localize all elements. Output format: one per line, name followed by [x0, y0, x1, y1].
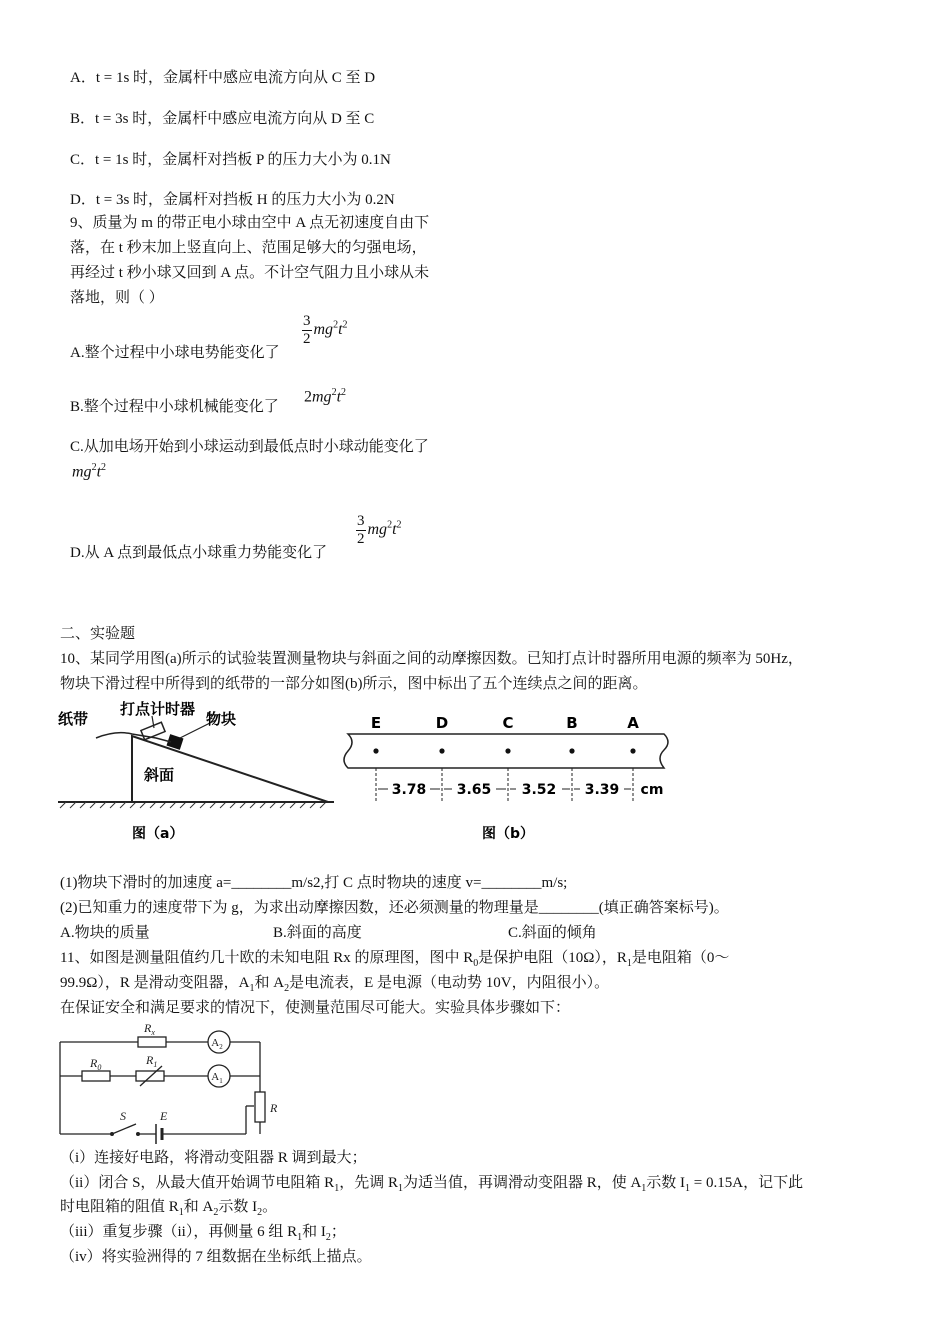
q9-option-c-text: C.从加电场开始到小球运动到最低点时小球动能变化了 [70, 439, 429, 455]
label-a2: $A_2$ [211, 1037, 223, 1051]
label-a1: $A_1$ [211, 1071, 223, 1085]
tape-dot-e [373, 748, 378, 753]
subscript: 1 [297, 1232, 303, 1243]
q11-text: 示数 I [218, 1199, 258, 1215]
point-label-b: B [566, 714, 578, 732]
q11-step-1: （i）连接好电路，将滑动变阻器 R 调到最大； [60, 1150, 367, 1166]
q8-option-c: C．t = 1s 时，金属杆对挡板 P 的压力大小为 0.1N [70, 152, 391, 168]
q9-option-d-formula [356, 513, 402, 548]
fraction [302, 313, 312, 348]
q8-option-b: B．t = 3s 时，金属杆中感应电流方向从 D 至 C [70, 111, 375, 127]
q11-step-2-line-2 [60, 1197, 277, 1223]
expression-mg2t2 [314, 321, 348, 338]
tape-dot-d [439, 748, 444, 753]
label-r: R [270, 1101, 278, 1115]
q9-stem-line-1: 9、质量为 m 的带正电小球由空中 A 点无初速度自由下 [70, 215, 430, 231]
q10-sub-2: (2)已知重力的速度带下为 g，为求出动摩擦因数，还必须测量的物理量是________(填正确答案标号)。 [60, 900, 729, 916]
subscript: 0 [473, 958, 479, 969]
subscript: 1 [641, 1183, 647, 1194]
expr-t: t [96, 463, 102, 481]
fraction [356, 513, 366, 548]
subscript: 1 [178, 1207, 184, 1218]
expr-t: t [392, 520, 397, 538]
switch-s [112, 1124, 136, 1134]
q9-option-b-formula [304, 387, 346, 406]
expr-t: t [336, 388, 342, 406]
subscript: 1 [626, 958, 632, 969]
point-label-d: D [435, 714, 449, 732]
expr-coef-2: 2 [304, 388, 312, 406]
q8-option-a: A．t = 1s 时，金属杆中感应电流方向从 C 至 D [70, 70, 376, 86]
q11-step-3 [60, 1222, 346, 1248]
q11-text: （iii）重复步骤（ii），再侧量 6 组 R [60, 1224, 298, 1240]
q9-option-b-text: B.整个过程中小球机械能变化了 [70, 399, 279, 415]
distance-ba: 3.39 [584, 782, 620, 798]
switch-pivot [110, 1132, 114, 1136]
q9-option-d-text: D.从 A 点到最低点小球重力势能变化了 [70, 545, 328, 561]
q10-option-c: C.斜面的倾角 [508, 925, 597, 941]
q11-text: 和 A [254, 975, 285, 991]
subscript: 2 [257, 1207, 263, 1218]
q10-sub-1: (1)物块下滑时的加速度 a=________m/s2,打 C 点时物块的速度 v=________m/s; [60, 875, 568, 891]
q8-option-d: D．t = 3s 时，金属杆对挡板 H 的压力大小为 0.2N [70, 192, 395, 208]
label-r0: $R_0$ [90, 1056, 102, 1072]
q9-stem-line-3: 再经过 t 秒小球又回到 A 点。不计空气阻力且小球从未 [70, 265, 430, 281]
figure-b-caption: 图（b） [481, 826, 535, 842]
q9-stem-line-2: 落，在 t 秒末加上竖直向上、范围足够大的匀强电场， [70, 240, 427, 256]
expr-exp-t: 2 [341, 387, 347, 398]
switch-contact [136, 1132, 140, 1136]
section-title: 二、实验题 [60, 626, 136, 642]
point-label-e: E [370, 714, 382, 732]
q11-step-4: （iv）将实验洲得的 7 组数据在坐标纸上描点。 [60, 1249, 372, 1265]
q11-text: 和 I [302, 1224, 326, 1240]
label-rx: $R_x$ [144, 1021, 155, 1037]
q10-line-2: 物块下滑过程中所得到的纸带的一部分如图(b)所示，图中标出了五个连续点之间的距离。 [60, 676, 648, 692]
figure-a-incline [56, 698, 338, 848]
subscript: 1 [249, 983, 255, 994]
figure-b-tape [340, 706, 680, 846]
q11-line-1 [60, 948, 729, 974]
point-label-c: C [502, 714, 514, 732]
q11-text: （ii）闭合 S，从最大值开始调节电阻箱 R [60, 1175, 335, 1191]
fraction-denominator: 2 [357, 531, 365, 547]
resistor-box-r1 [136, 1071, 164, 1081]
q9-stem-line-4: 落地，则（ ） [70, 290, 164, 306]
q11-text: ，先调 R [339, 1175, 398, 1191]
q11-text: 是电流表，E 是电源（电动势 10V，内阻很小）。 [289, 975, 610, 991]
q11-text: 11、如图是测量阻值约几十欧的未知电阻 Rx 的原理图，图中 R [60, 950, 474, 966]
rheostat-r [255, 1092, 265, 1122]
expr-exp-g: 2 [387, 519, 393, 531]
q10-line-1: 10、某同学用图(a)所示的试验装置测量物块与斜面之间的动摩擦因数。已知打点计时器所用电源的频率为 50Hz， [60, 651, 803, 667]
subscript: 2 [213, 1207, 219, 1218]
distance-dc: 3.65 [456, 782, 492, 798]
q9-option-a-text: A.整个过程中小球电势能变化了 [70, 345, 280, 361]
label-r1: $R_1$ [146, 1053, 158, 1069]
label-timer: 打点计时器 [120, 700, 196, 718]
label-tape: 纸带 [58, 710, 89, 728]
tape-dot-b [569, 748, 574, 753]
q11-text: ； [330, 1224, 346, 1240]
subscript: 1 [685, 1183, 691, 1194]
q11-text: 。 [262, 1199, 278, 1215]
expr-mg: mg [312, 388, 332, 406]
q11-text: 示数 I [646, 1175, 686, 1191]
distance-ed: 3.78 [391, 782, 427, 798]
subscript: 1 [334, 1183, 340, 1194]
fraction-denominator: 2 [303, 331, 311, 347]
expr-t: t [338, 320, 343, 338]
label-block: 物块 [206, 710, 237, 728]
tape-dot-a [630, 748, 635, 753]
label-e: E [160, 1109, 168, 1123]
q11-text: = 0.15A，记下此 [690, 1175, 804, 1191]
q9-option-a-formula [302, 313, 348, 348]
expr-mg: mg [367, 520, 388, 538]
expr-exp-t: 2 [101, 462, 107, 473]
expr-mg: mg [72, 463, 92, 481]
q9-option-c-formula [72, 462, 106, 481]
label-s: S [120, 1109, 126, 1123]
q11-text: 时电阻箱的阻值 R [60, 1199, 179, 1215]
q11-text: 99.9Ω），R 是滑动变阻器，A [60, 975, 250, 991]
point-label-a: A [627, 714, 639, 732]
resistor-r0 [82, 1071, 110, 1081]
tape-dot-c [505, 748, 510, 753]
fraction-numerator: 3 [303, 313, 311, 329]
q11-step-2 [60, 1173, 803, 1199]
q11-text: 是电阻箱（0～ [631, 950, 730, 966]
q11-text: 是保护电阻（10Ω），R [478, 950, 627, 966]
q11-line-3: 在保证安全和满足要求的情况下，使测量范围尽可能大。实验具体步骤如下： [60, 1000, 571, 1016]
figure-a-caption: 图（a） [132, 826, 184, 842]
label-slope: 斜面 [144, 766, 175, 784]
q10-option-a: A.物块的质量 [60, 925, 150, 941]
subscript: 1 [397, 1183, 403, 1194]
q11-text: 为适当值，再调滑动变阻器 R，使 A [402, 1175, 642, 1191]
circuit-diagram [56, 1020, 286, 1144]
resistor-rx [138, 1037, 166, 1047]
expr-mg: mg [313, 320, 334, 338]
distance-unit: cm [640, 782, 664, 798]
expr-exp-t: 2 [342, 319, 348, 331]
expr-exp-g: 2 [333, 319, 339, 331]
expr-exp-g: 2 [331, 387, 337, 398]
q10-option-b: B.斜面的高度 [273, 925, 362, 941]
subscript: 2 [284, 983, 290, 994]
expr-exp-g: 2 [91, 462, 97, 473]
subscript: 2 [325, 1232, 331, 1243]
fraction-numerator: 3 [357, 513, 365, 529]
q11-text: 和 A [183, 1199, 214, 1215]
expr-exp-t: 2 [396, 519, 402, 531]
expression-mg2t2 [368, 521, 402, 538]
q11-line-2 [60, 973, 609, 999]
distance-cb: 3.52 [521, 782, 557, 798]
